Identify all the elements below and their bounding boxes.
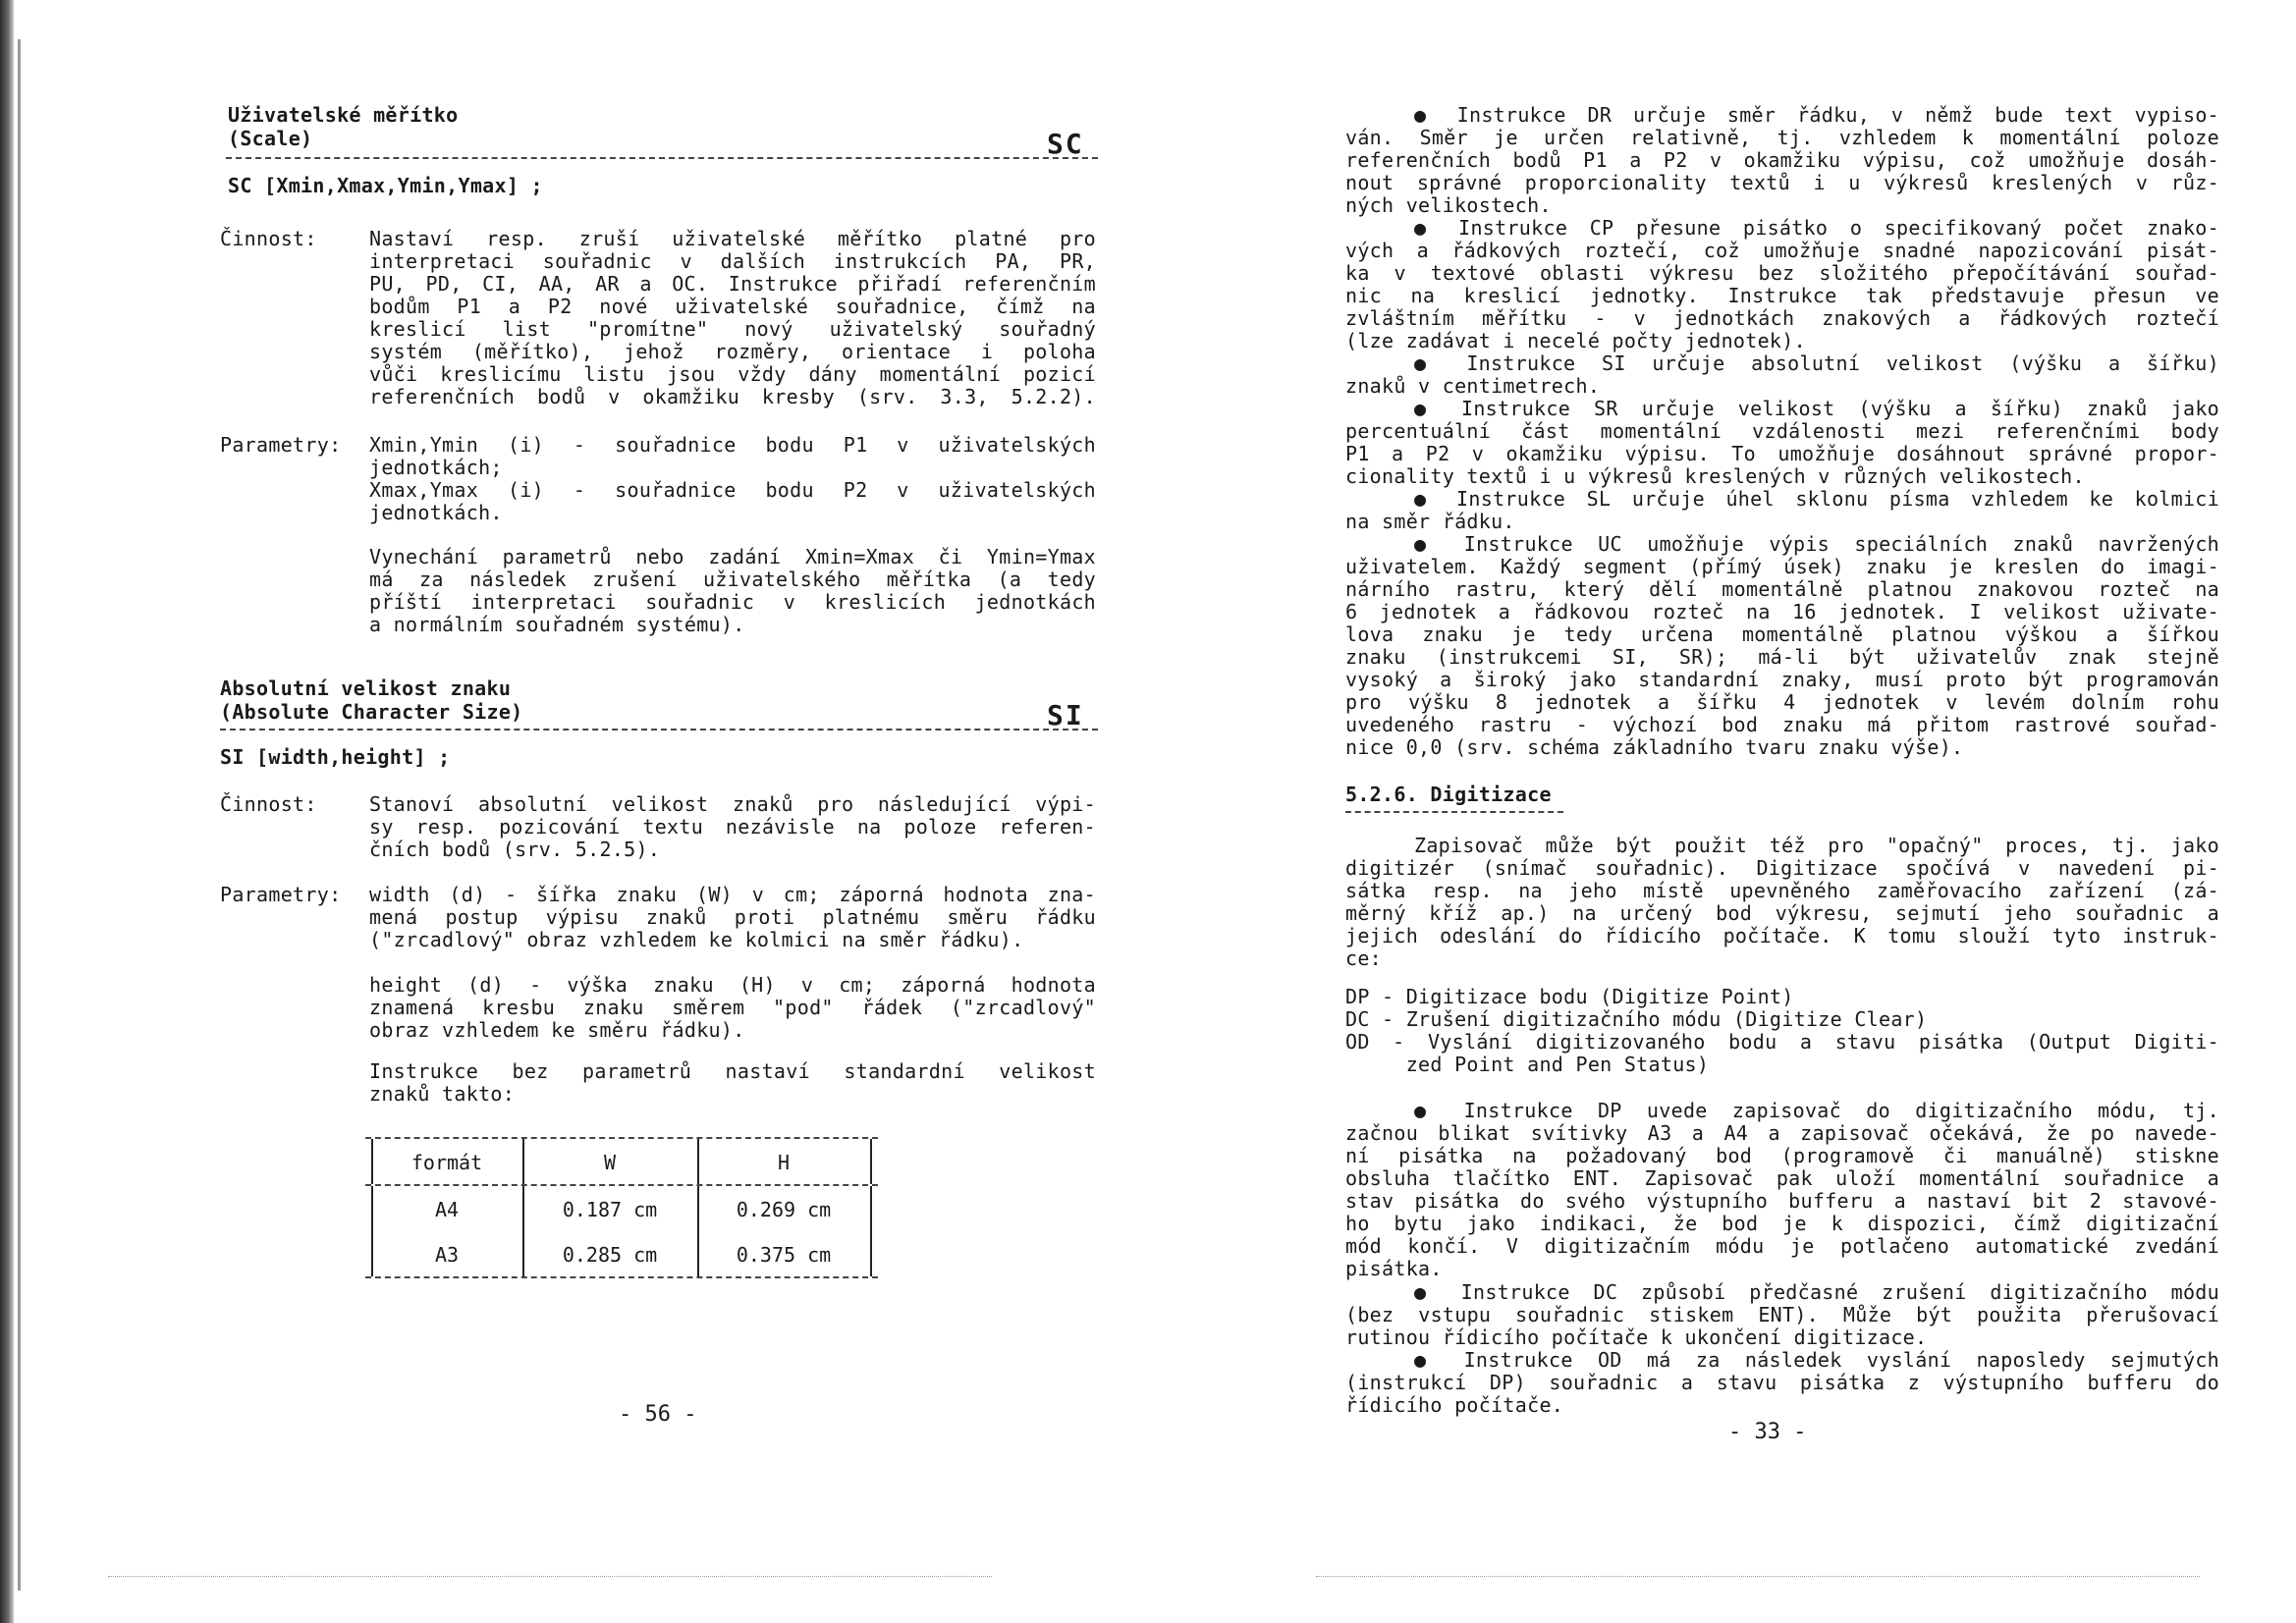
scale-param-p2 xyxy=(369,479,1096,524)
scan-edge-shadow xyxy=(0,0,14,1623)
text-line: Xmax,Ymax (i) - souřadnice bodu P2 v uživatelských xyxy=(369,478,1096,502)
right-page xyxy=(1336,0,2219,1623)
text-line: sy resp. pozicování textu nezávisle na poloze referen- xyxy=(369,815,1096,839)
text-line: Vynechání parametrů nebo zadání Xmin=Xmax či Ymin=Ymax xyxy=(369,545,1096,568)
scale-divider xyxy=(226,157,1098,159)
table-cell: A4 xyxy=(434,1198,460,1221)
si-paragraph xyxy=(1345,352,2219,398)
text-line: 6 jednotek a řádkovou rozteč na 16 jednotek. I velikost uživate- xyxy=(1345,600,2219,623)
text-line: width (d) - šířka znaku (W) v cm; záporná hodnota zna- xyxy=(369,883,1096,906)
text-line: ● Instrukce SI určuje absolutní velikost (výšku a šířku) xyxy=(1414,352,2219,375)
text-line: height (d) - výška znaku (H) v cm; záporná hodnota xyxy=(369,973,1096,997)
text-line: jednotkách. xyxy=(369,501,503,524)
text-line: ka v textové oblasti výkresu bez složitého přepočítávání souřad- xyxy=(1345,261,2219,285)
scale-syntax: SC [Xmin,Xmax,Ymin,Ymax] ; xyxy=(228,174,543,197)
command-line: OD - Vyslání digitizovaného bodu a stavu pisátka (Output Digiti- xyxy=(1345,1030,2219,1054)
text-line: ● Instrukce OD má za následek vyslání naposledy sejmutých xyxy=(1414,1348,2219,1372)
text-line: ● Instrukce DR určuje směr řádku, v němž bude text vypiso- xyxy=(1414,103,2219,127)
default-size-table xyxy=(365,1137,878,1278)
text-line: začnou blikat svítivky A3 a A4 a zapisovač očekává, že po navede- xyxy=(1345,1121,2219,1145)
size-divider xyxy=(220,729,1098,730)
table-cell: 0.285 cm xyxy=(562,1243,658,1267)
text-line: nic na kreslicí jednotky. Instrukce tak představuje přesun ve xyxy=(1345,284,2219,307)
scale-parametry-label: Parametry: xyxy=(220,433,342,457)
table-cell: A3 xyxy=(434,1243,460,1267)
text-line: Stanoví absolutní velikost znaků pro následující výpi- xyxy=(369,792,1096,816)
text-line: znaku (instrukcemi SI, SR); má-li být uživatelův znak stejně xyxy=(1345,645,2219,669)
text-line: (instrukcí DP) souřadnic a stavu pisátka z výstupního bufferu do xyxy=(1345,1371,2219,1394)
size-title-cs: Absolutní velikost znaku xyxy=(220,676,512,700)
text-line: (bez vstupu souřadnic stiskem ENT). Může být použita přerušovací xyxy=(1345,1303,2219,1326)
sr-paragraph xyxy=(1345,398,2219,488)
scale-cinnost-label: Činnost: xyxy=(220,227,317,250)
table-border xyxy=(870,1231,872,1276)
text-line: ní pisátka na požadovaný bod (programově či manuálně) stiskne xyxy=(1345,1144,2219,1167)
text-line: jejich odeslání do řídicího počítače. K tomu slouží tyto instruk- xyxy=(1345,924,2219,947)
text-line: percentuální část momentální vzdálenosti mezi referenčními body xyxy=(1345,419,2219,443)
text-line: ce: xyxy=(1345,947,1383,970)
table-header-cell: formát xyxy=(410,1151,483,1174)
text-line: referenčních bodů P1 a P2 v okamžiku výpisu, což umožňuje dosáh- xyxy=(1345,148,2219,172)
left-page-number: - 56 - xyxy=(619,1402,697,1427)
table-border xyxy=(870,1139,872,1184)
scan-bottom-edge xyxy=(1316,1576,2200,1577)
text-line: kreslicí list "promítne" nový uživatelský souřadný xyxy=(369,317,1096,341)
dc-paragraph xyxy=(1345,1281,2219,1349)
table-bottom-rule xyxy=(365,1276,878,1278)
right-page-number: - 33 - xyxy=(1728,1420,1807,1444)
command-line: DC - Zrušení digitizačního módu (Digitize Clear) xyxy=(1345,1007,1928,1031)
scale-title-cs: Uživatelské měřítko xyxy=(228,103,459,127)
scale-code: SC xyxy=(1047,128,1084,160)
text-line: Nastaví resp. zruší uživatelské měřítko platné pro xyxy=(369,227,1096,250)
text-line: a normálním souřadném systému). xyxy=(369,613,745,636)
text-line: ● Instrukce DC způsobí předčasné zrušení digitizačního módu xyxy=(1414,1280,2219,1304)
text-line: ných velikostech. xyxy=(1345,193,1552,217)
text-line: nout správné proporcionality textů i u výkresů kreslených v růz- xyxy=(1345,171,2219,194)
text-line: zvláštním měřítku - v jednotkách znakových a řádkových roztečí xyxy=(1345,306,2219,330)
text-line: ● Instrukce SR určuje velikost (výšku a šířku) znaků jako xyxy=(1414,397,2219,420)
left-page xyxy=(196,0,1110,1623)
scan-edge-line xyxy=(18,39,21,1591)
text-line: systém (měřítko), jehož rozměry, orientace i poloha xyxy=(369,340,1096,363)
text-line: ("zrcadlový" obraz vzhledem ke kolmici na směr řádku). xyxy=(369,928,1024,951)
command-line: zed Point and Pen Status) xyxy=(1345,1053,1710,1076)
command-line: DP - Digitizace bodu (Digitize Point) xyxy=(1345,985,1794,1008)
text-line: uvedeného rastru - výchozí bod znaku má přitom rastrové souřad- xyxy=(1345,713,2219,736)
scale-cinnost-text xyxy=(369,228,1096,408)
text-line: nice 0,0 (srv. schéma základního tvaru znaku výše). xyxy=(1345,735,1964,759)
digitize-intro xyxy=(1345,835,2219,970)
digitize-commands xyxy=(1345,986,2219,1076)
text-line: nárního rastru, který dělí momentálně platnou znakovou rozteč na xyxy=(1345,577,2219,601)
text-line: znamená kresbu znaku směrem "pod" řádek ("zrcadlový" xyxy=(369,996,1096,1019)
size-param-height xyxy=(369,974,1096,1042)
text-line: Instrukce bez parametrů nastaví standardní velikost xyxy=(369,1059,1096,1083)
size-parametry-label: Parametry: xyxy=(220,883,342,906)
table-cell: 0.269 cm xyxy=(736,1198,832,1221)
table-row xyxy=(365,1231,878,1276)
text-line: řídicího počítače. xyxy=(1345,1393,1564,1417)
size-title-en: (Absolute Character Size) xyxy=(220,700,523,724)
text-line: rutinou řídicího počítače k ukončení digitizace. xyxy=(1345,1325,1928,1349)
text-line: ● Instrukce UC umožňuje výpis speciálních znaků navržených xyxy=(1414,532,2219,556)
text-line: pisátka. xyxy=(1345,1257,1443,1280)
text-line: digitizér (snímač souřadnic). Digitizace spočívá v navedení pi- xyxy=(1345,856,2219,880)
text-line: ván. Směr je určen relativně, tj. vzhledem k momentální poloze xyxy=(1345,126,2219,149)
table-row xyxy=(365,1186,878,1231)
text-line: obraz vzhledem ke směru řádku). xyxy=(369,1018,745,1042)
cp-paragraph xyxy=(1345,217,2219,352)
size-cinnost-text xyxy=(369,793,1096,861)
text-line: mód končí. V digitizačním módu je potlačeno automatické zvedání xyxy=(1345,1234,2219,1258)
text-line: vysoký a široký jako standardní znaky, musí proto být programován xyxy=(1345,668,2219,691)
table-header-row xyxy=(365,1139,878,1184)
sl-paragraph xyxy=(1345,488,2219,533)
text-line: ho bytu jako indikaci, že bod je k dispozici, čímž digitizační xyxy=(1345,1212,2219,1235)
text-line: znaků v centimetrech. xyxy=(1345,374,1601,398)
text-line: měrný kříž ap.) na určený bod výkresu, sejmutí jeho souřadnic a xyxy=(1345,901,2219,925)
table-cell: 0.187 cm xyxy=(562,1198,658,1221)
text-line: obsluha tlačítko ENT. Zapisovač pak uloží momentální souřadnice a xyxy=(1345,1166,2219,1190)
table-header-cell: H xyxy=(777,1151,791,1174)
text-line: interpretaci souřadnic v dalších instrukcích PA, PR, xyxy=(369,249,1096,273)
text-line: ● Instrukce SL určuje úhel sklonu písma vzhledem ke kolmici xyxy=(1414,487,2219,511)
dr-paragraph xyxy=(1345,104,2219,217)
text-line: stav pisátka do svého výstupního bufferu a nastaví bit 2 stavové- xyxy=(1345,1189,2219,1213)
text-line: příští interpretaci souřadnic v kreslicích jednotkách xyxy=(369,590,1096,614)
size-syntax: SI [width,height] ; xyxy=(220,745,451,769)
size-param-width xyxy=(369,884,1096,951)
digitize-underline xyxy=(1345,811,1563,813)
text-line: cionality textů i u výkresů kreslených v různých velikostech. xyxy=(1345,464,2085,488)
text-line: má za následek zrušení uživatelského měřítka (a tedy xyxy=(369,568,1096,591)
text-line: bodům P1 a P2 nové uživatelské souřadnice, čímž na xyxy=(369,295,1096,318)
scan-bottom-edge xyxy=(108,1576,992,1577)
scale-title-en: (Scale) xyxy=(228,127,313,150)
text-line: vých a řádkových roztečí, což umožňuje snadné napozicování pisát- xyxy=(1345,239,2219,262)
text-line: referenčních bodů v okamžiku kresby (srv. 3.3, 5.2.2). xyxy=(369,385,1096,408)
text-line: lova znaku je tedy určena momentálně platnou výškou a šířkou xyxy=(1345,622,2219,646)
text-line: znaků takto: xyxy=(369,1082,516,1106)
text-line: vůči kreslicímu listu jsou vždy dány momentální pozicí xyxy=(369,362,1096,386)
text-line: P1 a P2 v okamžiku výpisu. To umožňuje dosáhnout správné propor- xyxy=(1345,442,2219,465)
scale-note xyxy=(369,546,1096,636)
text-line: Zapisovač může být použit též pro "opačný" proces, tj. jako xyxy=(1414,834,2219,857)
size-cinnost-label: Činnost: xyxy=(220,792,317,816)
text-line: čních bodů (srv. 5.2.5). xyxy=(369,838,661,861)
digitize-heading: 5.2.6. Digitizace xyxy=(1345,783,1552,806)
uc-paragraph xyxy=(1345,533,2219,759)
text-line: ● Instrukce CP přesune pisátko o specifikovaný počet znako- xyxy=(1414,216,2219,240)
size-code: SI xyxy=(1047,699,1084,731)
text-line: PU, PD, CI, AA, AR a OC. Instrukce přiřadí referenčním xyxy=(369,272,1096,296)
text-line: sátka resp. na jeho místě upevněného zaměřovacího zařízení (zá- xyxy=(1345,879,2219,902)
text-line: pro výšku 8 jednotek a šířku 4 jednotek v levém dolním rohu xyxy=(1345,690,2219,714)
text-line: (lze zadávat i necelé počty jednotek). xyxy=(1345,329,1806,352)
table-border xyxy=(870,1186,872,1231)
text-line: jednotkách; xyxy=(369,456,503,479)
table-cell: 0.375 cm xyxy=(736,1243,832,1267)
text-line: Xmin,Ymin (i) - souřadnice bodu P1 v uživatelských xyxy=(369,433,1096,457)
od-paragraph xyxy=(1345,1349,2219,1417)
dp-paragraph xyxy=(1345,1100,2219,1280)
text-line: uživatelem. Každý segment (přímý úsek) znaku je kreslen do imagi- xyxy=(1345,555,2219,578)
scale-param-p1 xyxy=(369,434,1096,479)
text-line: na směr řádku. xyxy=(1345,510,1515,533)
table-header-cell: W xyxy=(603,1151,617,1174)
text-line: ● Instrukce DP uvede zapisovač do digitizačního módu, tj. xyxy=(1414,1099,2219,1122)
text-line: mená postup výpisu znaků proti platnému směru řádku xyxy=(369,905,1096,929)
size-default-text xyxy=(369,1060,1096,1106)
